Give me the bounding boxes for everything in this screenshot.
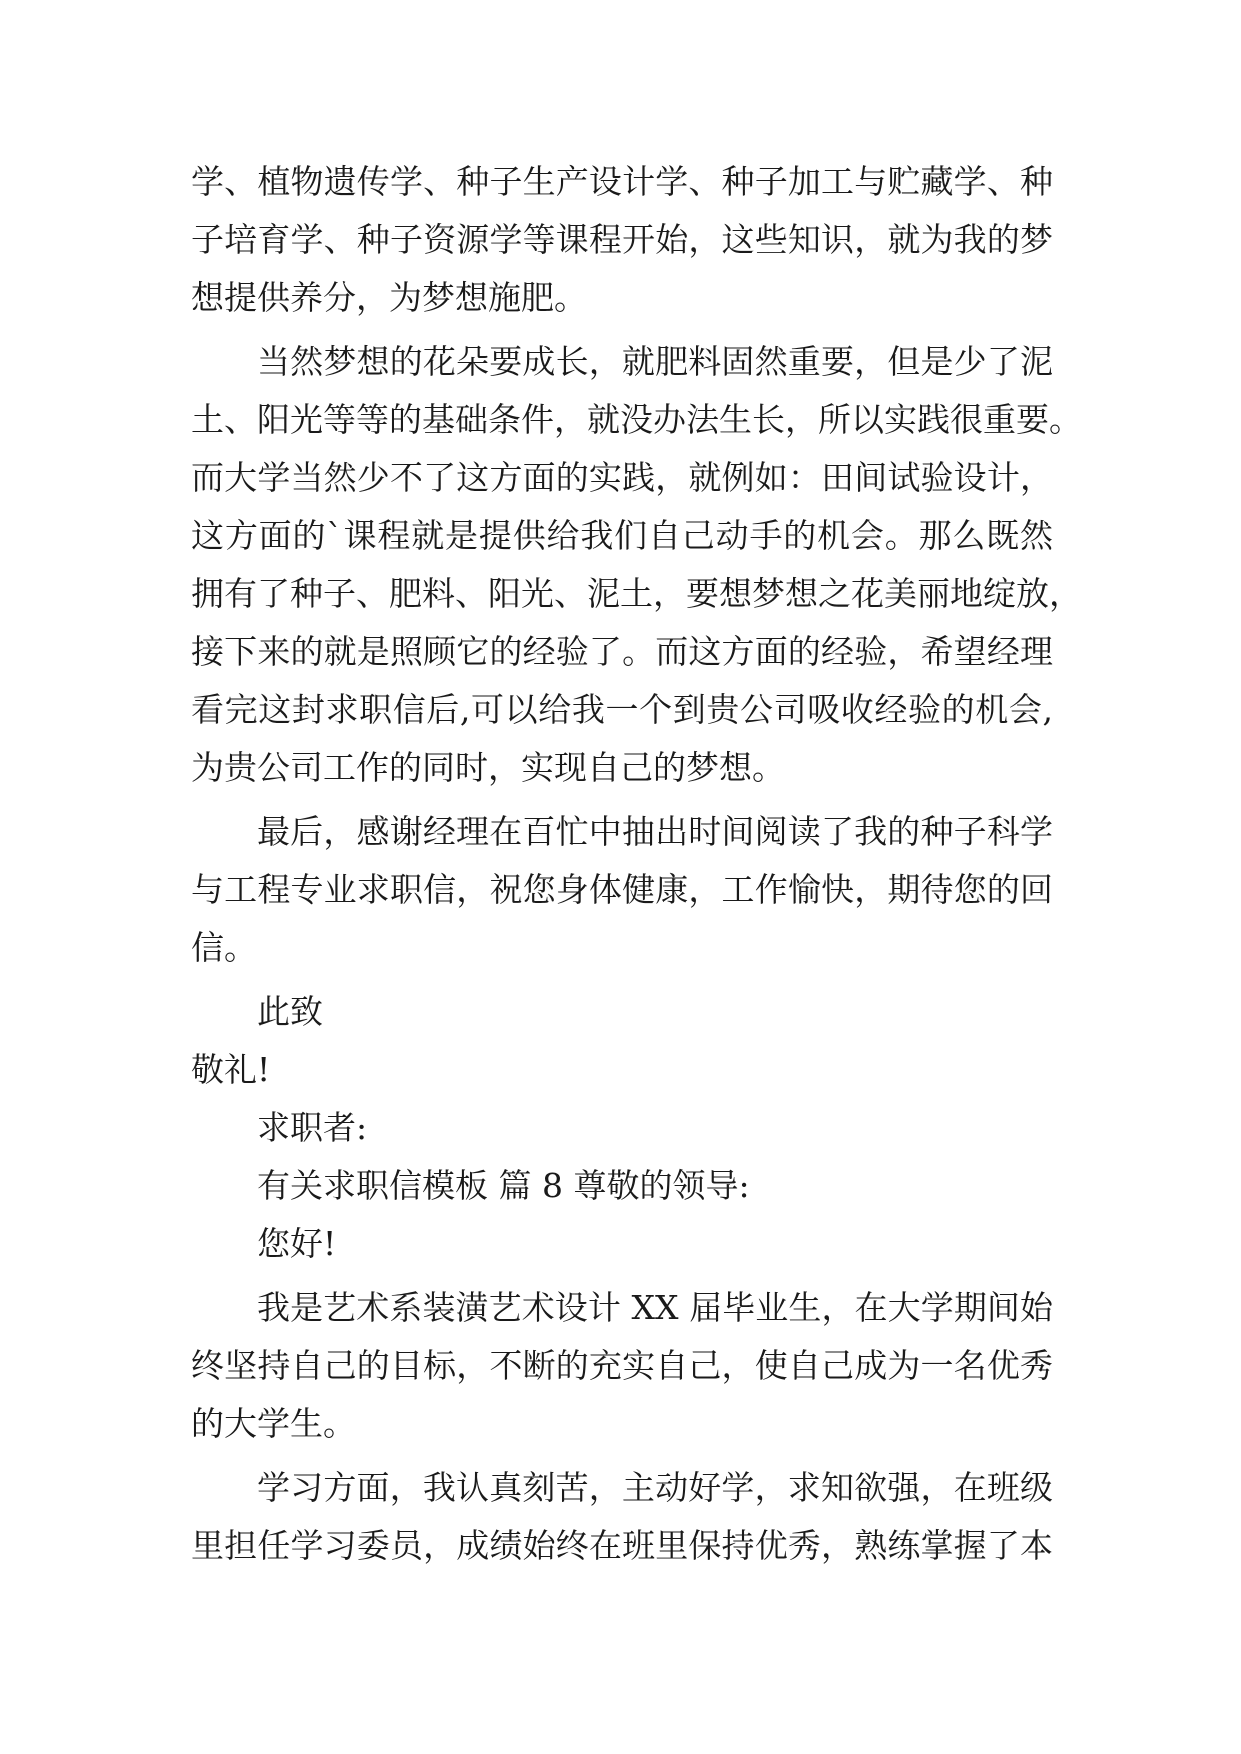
- text-line: 的大学生。: [191, 1404, 356, 1443]
- text-line: 求职者:: [257, 1108, 368, 1147]
- text-line: 信。: [191, 928, 257, 967]
- text-line: 最后，感谢经理在百忙中抽出时间阅读了我的种子科学: [257, 812, 1053, 851]
- text-line: 想提供养分，为梦想施肥。: [191, 278, 587, 317]
- text-line: 我是艺术系装潢艺术设计 XX 届毕业生，在大学期间始: [257, 1288, 1053, 1327]
- text-line: 学习方面，我认真刻苦，主动好学，求知欲强，在班级: [257, 1468, 1053, 1507]
- text-line: 终坚持自己的目标，不断的充实自己，使自己成为一名优秀: [191, 1346, 1053, 1385]
- text-line: 当然梦想的花朵要成长，就肥料固然重要，但是少了泥: [257, 342, 1053, 381]
- text-line: 您好!: [257, 1224, 337, 1263]
- text-line: 拥有了种子、肥料、阳光、泥土，要想梦想之花美丽地绽放，: [191, 574, 1082, 613]
- text-line: 里担任学习委员，成绩始终在班里保持优秀，熟练掌握了本: [191, 1526, 1053, 1565]
- text-line: 敬礼!: [191, 1050, 271, 1089]
- text-line: 接下来的就是照顾它的经验了。而这方面的经验，希望经理: [191, 632, 1053, 671]
- text-line: 这方面的`课程就是提供给我们自己动手的机会。那么既然: [191, 516, 1053, 555]
- text-line: 而大学当然少不了这方面的实践，就例如：田间试验设计，: [191, 458, 1053, 497]
- text-line: 看完这封求职信后,可以给我一个到贵公司吸收经验的机会,: [191, 690, 1053, 729]
- text-line: 与工程专业求职信，祝您身体健康，工作愉快，期待您的回: [191, 870, 1053, 909]
- text-line: 有关求职信模板 篇 8 尊敬的领导:: [257, 1166, 750, 1205]
- text-line: 为贵公司工作的同时，实现自己的梦想。: [191, 748, 785, 787]
- text-line: 学、植物遗传学、种子生产设计学、种子加工与贮藏学、种: [191, 162, 1053, 201]
- text-line: 子培育学、种子资源学等课程开始，这些知识，就为我的梦: [191, 220, 1053, 259]
- text-line: 此致: [257, 992, 323, 1031]
- text-line: 土、阳光等等的基础条件，就没办法生长，所以实践很重要。: [191, 400, 1082, 439]
